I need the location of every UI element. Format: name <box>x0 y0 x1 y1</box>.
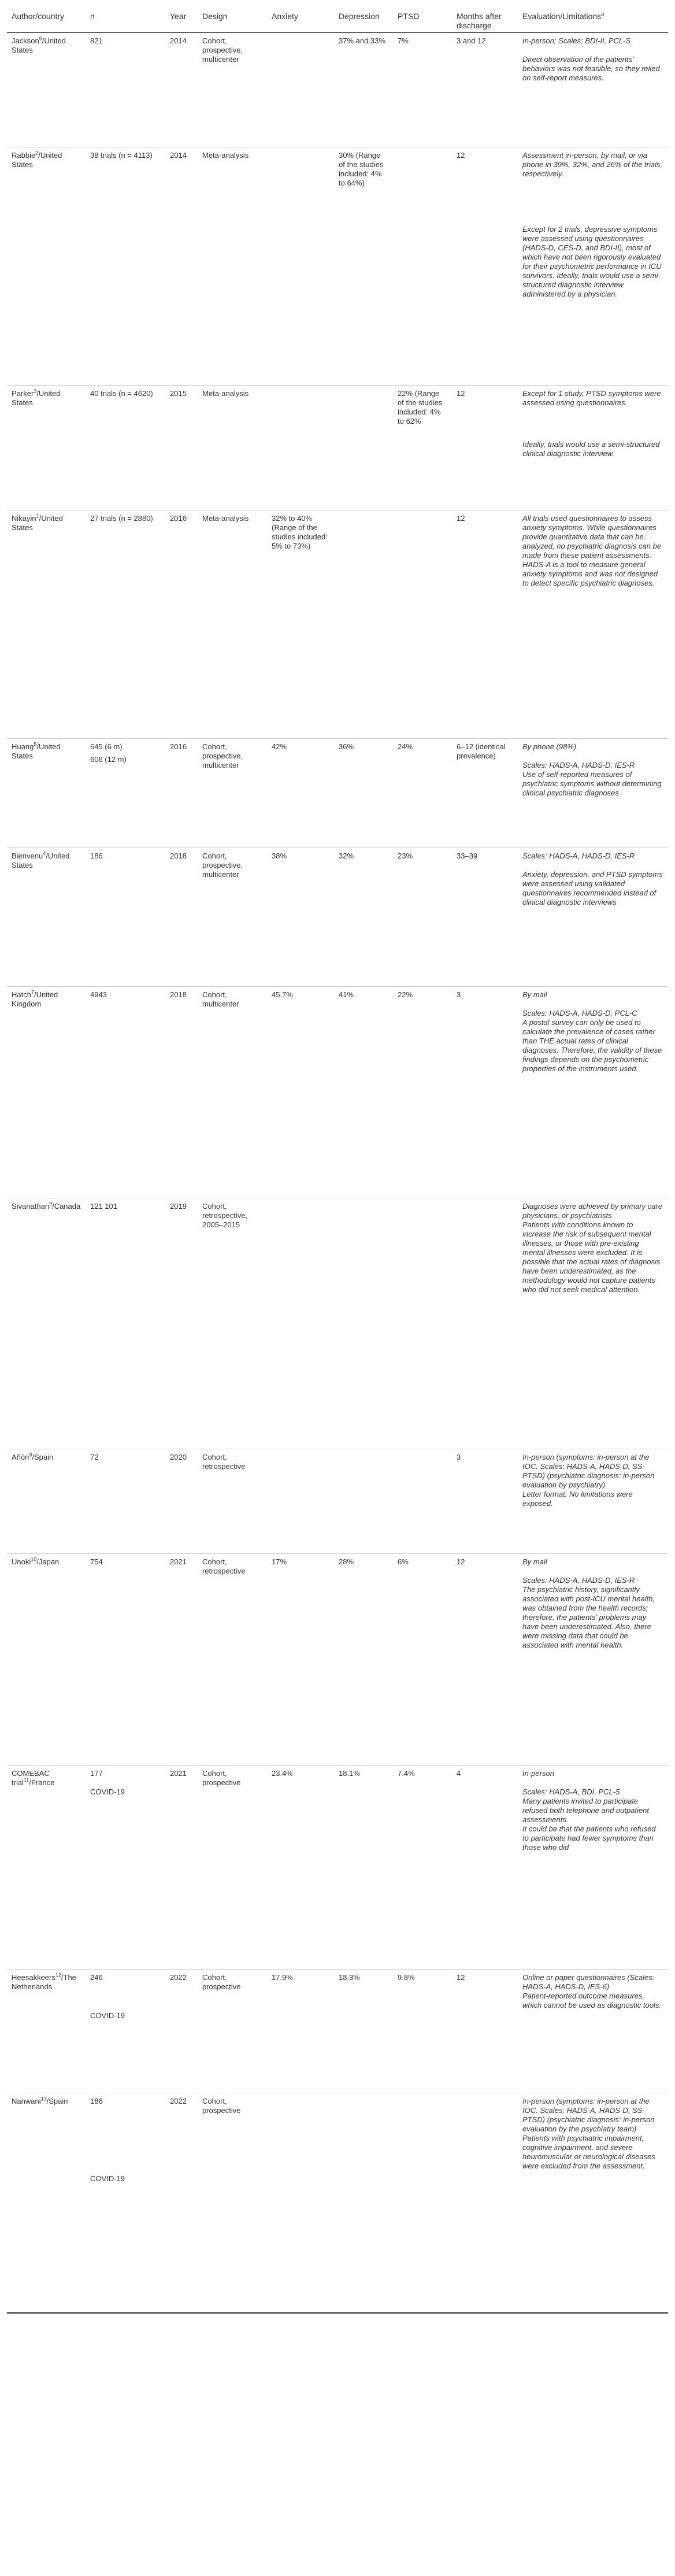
evaluation-cell <box>518 987 668 1198</box>
anxiety-cell: 45.7% <box>272 990 293 999</box>
header-author: Author/country <box>7 7 86 33</box>
design-cell: Cohort, prospective <box>202 1769 241 1787</box>
reference-number: 11 <box>23 1777 29 1783</box>
evaluation-text: Use of self-reported measures of psychiatric symptoms without determining clinical psychiatric diagnoses <box>522 770 662 797</box>
sample-size: 821 <box>90 36 103 45</box>
n-cell <box>86 848 165 987</box>
author-cell <box>7 1970 86 2093</box>
sample-size: 645 (6 m) <box>90 742 123 751</box>
months-cell: 4 <box>457 1769 461 1778</box>
author-cell <box>7 739 86 848</box>
country: /United States <box>12 389 61 407</box>
sample-note: COVID-19 <box>90 2174 125 2183</box>
author-cell <box>7 987 86 1198</box>
country: /The Netherlands <box>12 1973 76 1991</box>
evaluation-text: Except for 1 study, PTSD symptoms were assessed using questionnaires. <box>522 389 661 407</box>
months-cell: 12 <box>457 1973 465 1982</box>
sample-size: 40 trials (n = 4620) <box>90 389 153 398</box>
sample-note: COVID-19 <box>90 1787 125 1796</box>
evaluation-cell <box>518 386 668 510</box>
ptsd-cell: 7% <box>398 36 409 45</box>
evaluation-text: The psychiatric history, significantly associated with post-ICU mental health, was obtained from the health records; therefore, the patients' problems may have been underestimated. Also, there were missing data that could be associated with mental health. <box>522 1585 655 1649</box>
table-row <box>7 1198 668 1449</box>
n-cell <box>86 1198 165 1449</box>
evaluation-text: By mail <box>522 1557 547 1566</box>
evaluation-text: In-person (symptoms: in-person at the IOC. Scales: HADS-A, HADS-D, SS-PTSD) (psychiatric diagnosis: in-person evaluation by psychiatry) <box>522 1453 655 1489</box>
anxiety-cell: 38% <box>272 852 287 860</box>
evaluation-text: Scales: HADS-A, HADS-D, IES-R <box>522 1576 635 1585</box>
design-cell: Cohort, prospective <box>202 2097 241 2115</box>
author-name: Nanwani <box>12 2097 41 2105</box>
evaluation-text: Diagnoses were achieved by primary care physicians, or psychiatrists <box>522 1202 663 1220</box>
anxiety-cell <box>267 1198 334 1449</box>
reference-number: 13 <box>40 2096 47 2102</box>
reference-number: 4 <box>43 850 46 857</box>
author-name: Hatch <box>12 990 31 999</box>
n-cell <box>86 33 165 147</box>
evaluation-text: Assessment in-person, by mail, or via phone in 39%, 32%, and 26% of the trials, respectively. <box>522 151 663 178</box>
depression-cell: 18.1% <box>339 1769 360 1778</box>
reference-number: 2 <box>35 150 39 156</box>
months-cell: 33–39 <box>457 852 478 860</box>
header-anxiety: Anxiety <box>267 7 334 33</box>
evaluation-text: Many patients invited to participate refused both telephone and outpatient assessments. <box>522 1797 650 1824</box>
depression-cell <box>334 1198 393 1449</box>
table-header-row <box>7 7 668 33</box>
evaluation-cell <box>518 147 668 386</box>
author-cell <box>7 848 86 987</box>
depression-cell <box>334 386 393 510</box>
header-evaluation: Evaluation/Limitations$^a$ <box>518 7 668 33</box>
ptsd-cell: 24% <box>398 742 413 751</box>
country: /United States <box>12 514 63 532</box>
reference-number: 3 <box>34 388 37 394</box>
reference-number: 1 <box>36 513 39 519</box>
author-name: Huang <box>12 742 34 751</box>
reference-number: 7 <box>31 989 34 995</box>
ptsd-cell <box>393 147 452 386</box>
months-cell: 3 and 12 <box>457 36 486 45</box>
anxiety-cell <box>267 386 334 510</box>
country: /Canada <box>52 1202 81 1211</box>
evaluation-cell <box>518 510 668 739</box>
months-cell <box>452 1198 518 1449</box>
months-cell: 3 <box>457 990 461 999</box>
n-cell <box>86 147 165 386</box>
n-cell <box>86 1766 165 1970</box>
year-cell: 2020 <box>170 1453 187 1461</box>
depression-cell: 32% <box>339 852 354 860</box>
year-cell: 2019 <box>170 1202 187 1211</box>
evaluation-text: Patients with psychiatric impairment, cognitive impairment, and severe neuromuscular or neurological diseases were excluded from the assessment. <box>522 2134 655 2170</box>
anxiety-cell <box>267 33 334 147</box>
table-row <box>7 739 668 848</box>
author-name: Parker <box>12 389 34 398</box>
author-name: Heesakkeers <box>12 1973 55 1982</box>
design-cell: Cohort, prospective, multicenter <box>202 852 243 879</box>
depression-cell: 41% <box>339 990 354 999</box>
n-cell <box>86 510 165 739</box>
country: /United States <box>12 852 70 869</box>
country: /France <box>29 1778 55 1787</box>
design-cell: Meta-analysis <box>202 514 249 523</box>
sample-size: 246 <box>90 1973 103 1982</box>
design-cell: Cohort, retrospective <box>202 1557 246 1575</box>
sample-note: COVID-19 <box>90 2011 125 2020</box>
year-cell: 2022 <box>170 2097 187 2105</box>
author-cell <box>7 147 86 386</box>
year-cell: 2021 <box>170 1557 187 1566</box>
design-cell: Cohort, multicenter <box>202 990 239 1008</box>
sample-size: 4943 <box>90 990 107 999</box>
evaluation-text: Patient-reported outcome measures, which cannot be used as diagnostic tools. <box>522 1992 661 2009</box>
months-cell: 3 <box>457 1453 461 1461</box>
sample-size: 177 <box>90 1769 103 1778</box>
author-cell <box>7 1766 86 1970</box>
anxiety-cell: 42% <box>272 742 287 751</box>
year-cell: 2022 <box>170 1973 187 1982</box>
table-row <box>7 987 668 1198</box>
author-cell <box>7 1449 86 1554</box>
depression-cell: 37% and 33% <box>339 36 385 45</box>
evaluation-text: It could be that the patients who refused to participate had fewer symptoms than those who did <box>522 1824 656 1852</box>
country: /United Kingdom <box>12 990 58 1008</box>
evaluation-cell <box>518 739 668 848</box>
table-body <box>7 33 668 2313</box>
table-row <box>7 33 668 147</box>
table-row <box>7 1970 668 2093</box>
evaluation-text: Scales: HADS-A, HADS-D, PCL-C <box>522 1009 637 1017</box>
header-n: n <box>86 7 165 33</box>
evaluation-text: By phone (98%) <box>522 742 577 751</box>
sample-size: 27 trials (n = 2880) <box>90 514 153 523</box>
anxiety-cell: 23.4% <box>272 1769 293 1778</box>
header-months: Months after discharge <box>452 7 518 33</box>
table-row <box>7 386 668 510</box>
evaluation-cell <box>518 1554 668 1766</box>
sample-size: 121 101 <box>90 1202 117 1211</box>
author-cell <box>7 1554 86 1766</box>
evaluation-text: By mail <box>522 990 547 999</box>
depression-cell: 18.3% <box>339 1973 360 1982</box>
evaluation-text: Letter format. No limitations were exposed. <box>522 1490 633 1508</box>
anxiety-cell: 32% to 40% (Range of the studies included: 5% to 73%) <box>272 514 328 550</box>
table-row <box>7 1554 668 1766</box>
year-cell: 2015 <box>170 389 187 398</box>
table-row <box>7 848 668 987</box>
depression-cell <box>334 2093 393 2313</box>
year-cell: 2014 <box>170 36 187 45</box>
design-cell: Cohort, retrospective <box>202 1453 246 1471</box>
depression-cell: 36% <box>339 742 354 751</box>
country: /United States <box>12 36 66 54</box>
evaluation-text: Scales: HADS-A, HADS-D, IES-R <box>522 852 635 860</box>
sample-note: 606 (12 m) <box>90 755 127 764</box>
year-cell: 2016 <box>170 742 187 751</box>
author-name: Añón <box>12 1453 29 1461</box>
author-cell <box>7 2093 86 2313</box>
anxiety-cell <box>267 147 334 386</box>
ptsd-cell <box>393 510 452 739</box>
reference-number: 12 <box>55 1972 61 1978</box>
sample-size: 186 <box>90 2097 103 2105</box>
anxiety-cell: 17% <box>272 1557 287 1566</box>
n-cell <box>86 2093 165 2313</box>
country: /Spain <box>46 2097 68 2105</box>
evaluation-cell <box>518 1198 668 1449</box>
months-cell: 12 <box>457 151 465 160</box>
table-row <box>7 1766 668 1970</box>
depression-cell: 30% (Range of the studies included: 4% to 64%) <box>339 151 384 187</box>
author-name: Sivanathan <box>12 1202 50 1211</box>
header-design: Design <box>198 7 267 33</box>
table-row <box>7 2093 668 2313</box>
year-cell: 2016 <box>170 514 187 523</box>
author-cell <box>7 1198 86 1449</box>
sample-size: 72 <box>90 1453 99 1461</box>
design-cell: Cohort, prospective, multicenter <box>202 742 243 769</box>
author-cell <box>7 33 86 147</box>
n-cell <box>86 1449 165 1554</box>
evaluation-cell <box>518 1970 668 2093</box>
author-cell <box>7 386 86 510</box>
country: /Spain <box>32 1453 54 1461</box>
depression-cell <box>334 1449 393 1554</box>
evaluation-text: In-person <box>522 1769 554 1778</box>
evaluation-cell <box>518 1766 668 1970</box>
country: /United States <box>12 742 61 760</box>
evaluation-cell <box>518 848 668 987</box>
author-name: Rabbie <box>12 151 36 160</box>
footnote-marker: a <box>601 11 604 17</box>
months-cell <box>452 2093 518 2313</box>
evaluation-text: Ideally, trials would use a semi-structured clinical diagnostic interview. <box>522 440 660 458</box>
ptsd-cell: 22% (Range of the studies included: 4% to 62% <box>398 389 443 425</box>
ptsd-cell: 7.4% <box>398 1769 415 1778</box>
evaluation-cell <box>518 2093 668 2313</box>
country: /Japan <box>36 1557 60 1566</box>
evaluation-cell <box>518 33 668 147</box>
sample-size: 38 trials (n = 4113) <box>90 151 153 160</box>
evaluation-text: A postal survey can only be used to calculate the prevalence of cases rather than THE actual rates of clinical diagnoses. Therefore, the validity of these findings depends on the psychometric properties of the instruments used. <box>522 1018 662 1073</box>
header-year: Year <box>165 7 198 33</box>
reference-number: 10 <box>31 1556 37 1563</box>
design-cell: Meta-analysis <box>202 151 249 160</box>
author-name: Bienvenu <box>12 852 43 860</box>
n-cell <box>86 739 165 848</box>
country: /United States <box>12 151 62 169</box>
evaluation-text: Patients with conditions known to increase the risk of subsequent mental illnesses, or those with pre-existing mental illnesses were excluded. It is possible that the actual rates of diagnosis have been underestimated, as the methodology would not capture patients who did not seek medical attention. <box>522 1220 661 1294</box>
months-cell: 12 <box>457 1557 465 1566</box>
design-cell: Cohort, retrospective, 2005–2015 <box>202 1202 248 1229</box>
evaluation-text: Online or paper questionnaires (Scales: HADS-A, HADS-D, IES-6) <box>522 1973 655 1991</box>
design-cell: Cohort, prospective, multicenter <box>202 36 243 64</box>
sample-size: 186 <box>90 852 103 860</box>
n-cell <box>86 386 165 510</box>
ptsd-cell <box>393 1198 452 1449</box>
evaluation-cell <box>518 1449 668 1554</box>
evaluation-text: Direct observation of the patients' behaviors was not feasible, so they relied on self-report measures. <box>522 55 660 82</box>
evaluation-text: Scales: HADS-A, HADS-D, IES-R <box>522 761 635 769</box>
months-cell: 12 <box>457 514 465 523</box>
ptsd-cell: 6% <box>398 1557 409 1566</box>
design-cell: Cohort, prospective <box>202 1973 241 1991</box>
table-row <box>7 147 668 386</box>
table-row <box>7 1449 668 1554</box>
reference-number: 8 <box>29 1452 32 1458</box>
author-name: Nikayin <box>12 514 36 523</box>
year-cell: 2021 <box>170 1769 187 1778</box>
author-cell <box>7 510 86 739</box>
depression-cell: 28% <box>339 1557 354 1566</box>
reference-number: 9 <box>49 1201 53 1207</box>
ptsd-cell: 9.8% <box>398 1973 415 1982</box>
depression-cell <box>334 510 393 739</box>
n-cell <box>86 1970 165 2093</box>
studies-table <box>7 7 668 2314</box>
anxiety-cell: 17.9% <box>272 1973 293 1982</box>
author-name: Unoki <box>12 1557 31 1566</box>
reference-number: 6 <box>39 35 42 42</box>
ptsd-cell: 23% <box>398 852 413 860</box>
n-cell <box>86 987 165 1198</box>
design-cell: Meta-analysis <box>202 389 249 398</box>
evaluation-text: Except for 2 trials, depressive symptoms were assessed using questionnaires (HADS-D, CES-D, and BDI-II), most of which have not been rigorously evaluated for their psychometric performance in ICU survivors. Ideally, trials would use a semi-structured diagnostic interview administered by a physician. <box>522 225 662 298</box>
ptsd-cell: 22% <box>398 990 413 999</box>
author-name: COMEBAC trial <box>12 1769 50 1787</box>
author-name: Jackson <box>12 36 39 45</box>
header-ptsd: PTSD <box>393 7 452 33</box>
months-cell: 12 <box>457 389 465 398</box>
evaluation-text: Scales: HADS-A, BDI, PCL-5 <box>522 1787 620 1796</box>
evaluation-text: All trials used questionnaires to assess anxiety symptoms. While questionnaires provide quantitative data that can be analyzed, no psychiatric diagnosis can be made from these patient assessments. HADS-A is a tool to measure general anxiety symptoms and was not designed to detect specific psychiatric diagnoses. <box>522 514 661 587</box>
evaluation-text: Anxiety, depression, and PTSD symptoms were assessed using validated questionnaires recommended instead of clinical diagnostic interviews <box>522 870 663 906</box>
sample-size: 754 <box>90 1557 103 1566</box>
ptsd-cell <box>393 1449 452 1554</box>
reference-number: 5 <box>34 741 37 747</box>
n-cell <box>86 1554 165 1766</box>
evaluation-text: In-person; Scales: BDI-II, PCL-S <box>522 36 631 45</box>
anxiety-cell <box>267 1449 334 1554</box>
year-cell: 2018 <box>170 990 187 999</box>
anxiety-cell <box>267 2093 334 2313</box>
year-cell: 2018 <box>170 852 187 860</box>
evaluation-text: In-person (symptoms: in-person at the IOC. Scales: HADS-A, HADS-D, SS-PTSD) (psychiatric diagnosis: in-person evaluation by the psychiatry team) <box>522 2097 655 2133</box>
header-depression: Depression <box>334 7 393 33</box>
year-cell: 2014 <box>170 151 187 160</box>
table-row <box>7 510 668 739</box>
months-cell: 6–12 (identical prevalence) <box>457 742 506 760</box>
ptsd-cell <box>393 2093 452 2313</box>
